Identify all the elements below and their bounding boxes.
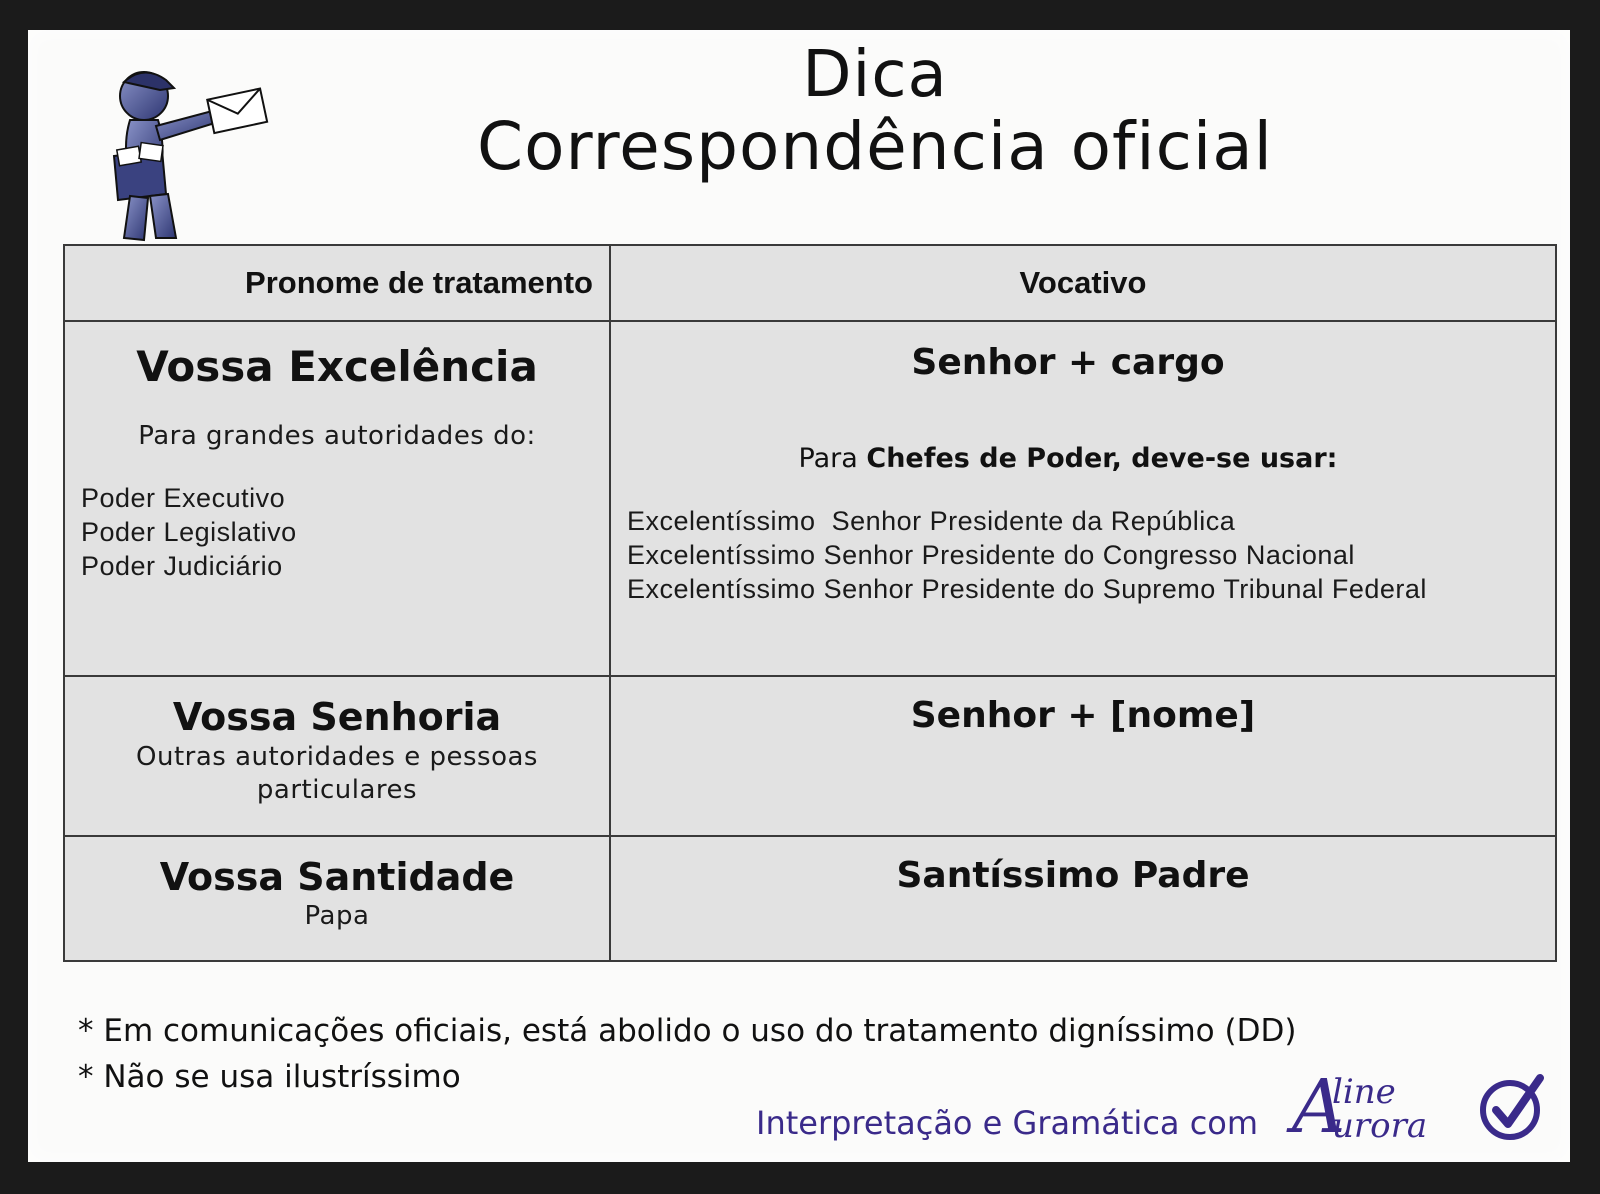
vocativo-note <box>611 443 1555 474</box>
list-item: Poder Executivo <box>81 483 286 513</box>
table-header-row <box>64 245 1556 321</box>
table-row <box>64 676 1556 836</box>
brand-text: Interpretação e Gramática com <box>756 1104 1259 1142</box>
check-circle-icon <box>1478 1072 1548 1142</box>
pronome-desc: Papa <box>304 901 370 931</box>
desc-line: particulares <box>256 775 418 805</box>
title-line2: Correspondência oficial <box>477 108 1273 185</box>
header-vocativo: Vocativo <box>610 245 1556 321</box>
pronoun-table <box>63 244 1557 962</box>
pronome-title: Vossa Senhoria <box>172 695 502 739</box>
pronome-desc <box>65 741 609 807</box>
vocativo-title: Santíssimo Padre <box>896 855 1250 896</box>
list-item: Poder Judiciário <box>81 551 283 581</box>
notes <box>78 1008 1296 1100</box>
mail-carrier-icon <box>100 66 280 248</box>
examples-list <box>611 504 1555 606</box>
pronome-desc: Para grandes autoridades do: <box>138 421 536 451</box>
desc-line: Outras autoridades e pessoas <box>136 742 538 772</box>
vocativo-title: Senhor + [nome] <box>910 695 1256 736</box>
list-item: Excelentíssimo Senhor Presidente do Supremo Tribunal Federal <box>627 574 1427 604</box>
cell-pronome <box>64 321 610 676</box>
logo <box>1292 1064 1554 1152</box>
logo-line: line <box>1332 1072 1396 1112</box>
note-item: * Não se usa ilustríssimo <box>78 1059 461 1095</box>
list-item: Excelentíssimo Senhor Presidente da República <box>627 506 1236 536</box>
table-row <box>64 836 1556 961</box>
vocativo-title: Senhor + cargo <box>911 342 1225 383</box>
note-prefix: Para <box>798 443 867 474</box>
table-row <box>64 321 1556 676</box>
cell-pronome <box>64 836 610 961</box>
cell-vocativo <box>610 676 1556 836</box>
pronome-title: Vossa Excelência <box>136 342 538 391</box>
logo-letter-a: A <box>1292 1064 1346 1150</box>
note-bold: Chefes de Poder, deve-se usar: <box>866 443 1338 474</box>
title-line1: Dica <box>802 38 948 112</box>
list-item: Poder Legislativo <box>81 517 297 547</box>
cell-vocativo <box>610 321 1556 676</box>
cell-vocativo <box>610 836 1556 961</box>
logo-urora: urora <box>1332 1106 1428 1146</box>
header-pronome: Pronome de tratamento <box>64 245 610 321</box>
pronome-title: Vossa Santidade <box>159 855 515 899</box>
list-item: Excelentíssimo Senhor Presidente do Congresso Nacional <box>627 540 1355 570</box>
note-item: * Em comunicações oficiais, está abolido o uso do tratamento digníssimo (DD) <box>78 1013 1297 1049</box>
powers-list <box>65 481 609 583</box>
cell-pronome <box>64 676 610 836</box>
